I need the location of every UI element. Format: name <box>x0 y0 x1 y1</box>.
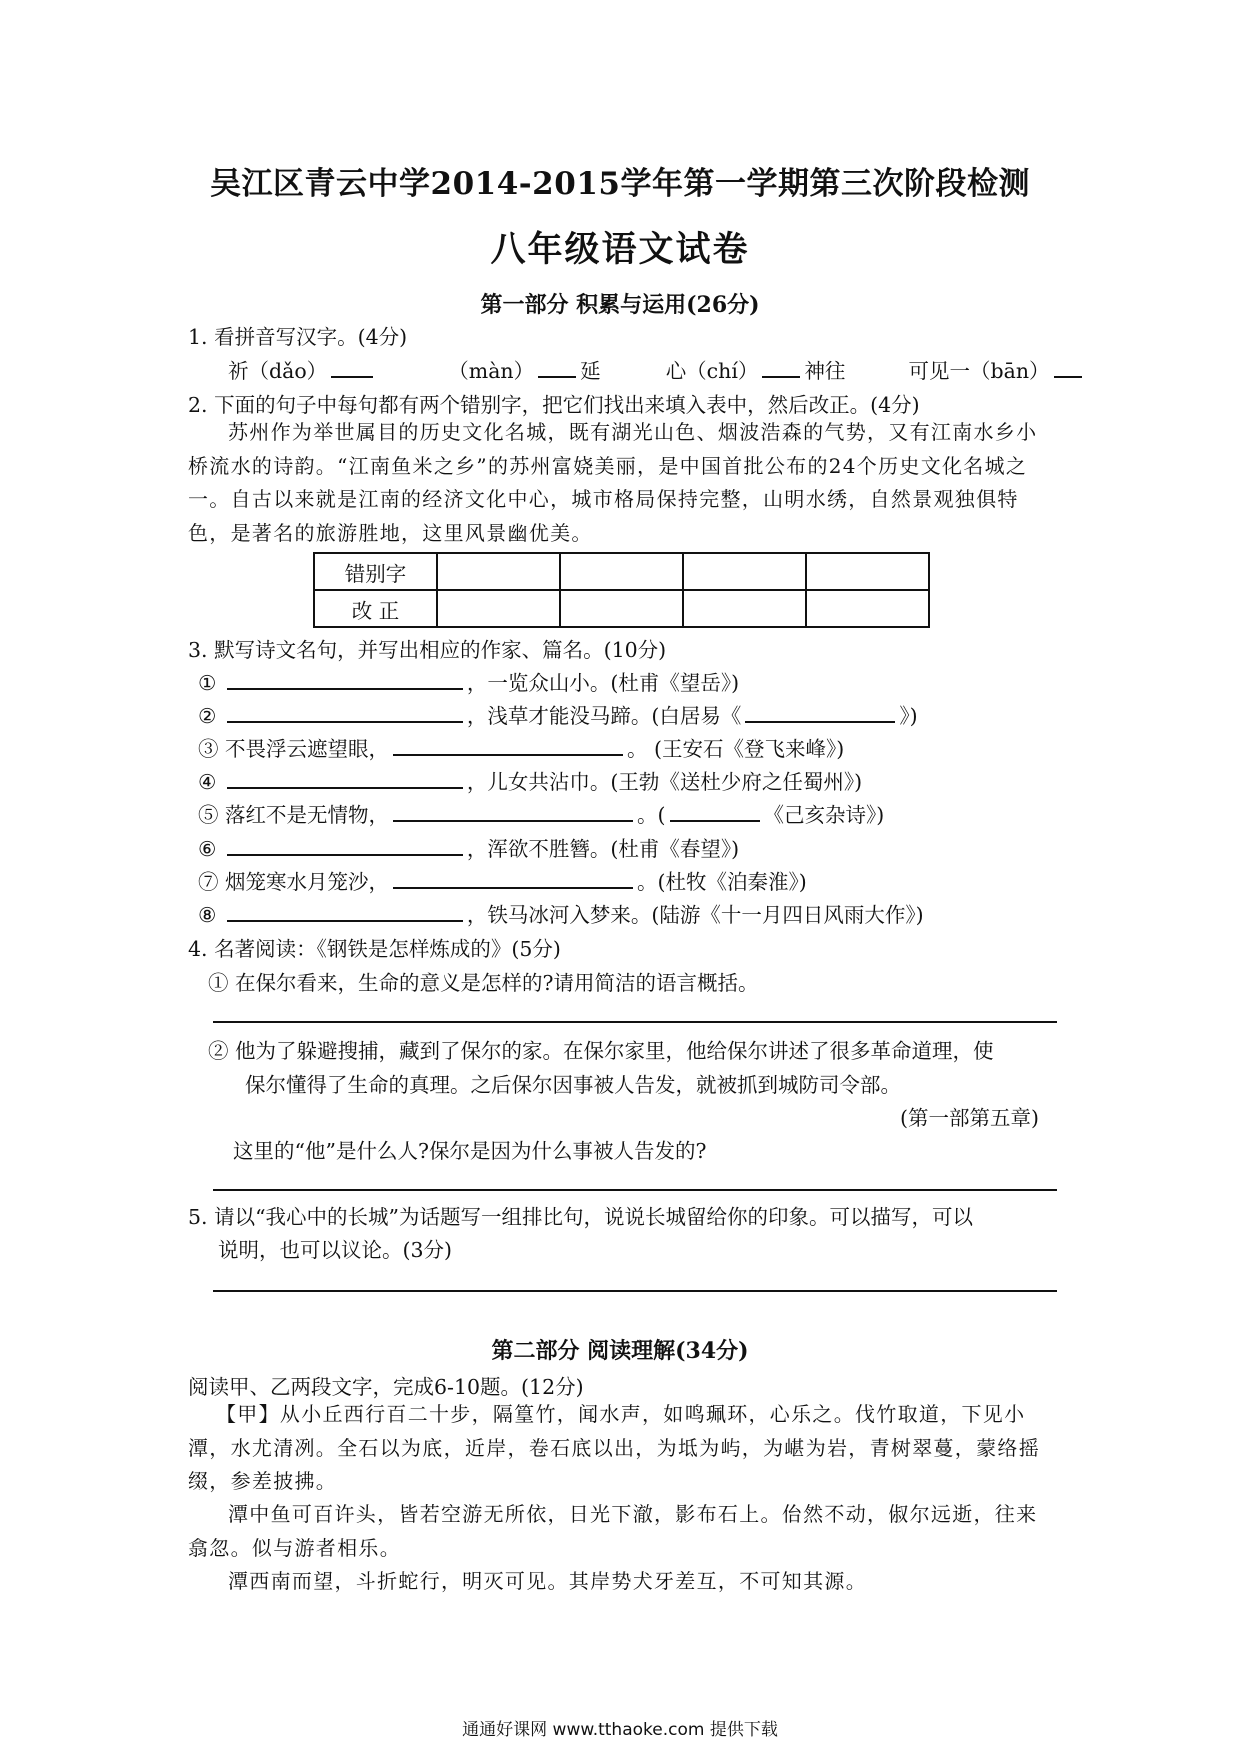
q4-sub2-line2: 保尔懂得了生命的真理。之后保尔因事被人告发，就被抓到城防司令部。 <box>245 1073 901 1097</box>
q3-item <box>198 666 739 696</box>
table-row <box>314 553 929 590</box>
q4-sub2-question: 这里的“他”是什么人?保尔是因为什么事被人告发的? <box>233 1139 707 1163</box>
item-number: ② <box>198 704 217 728</box>
item-number: ① <box>198 671 217 695</box>
answer-blank[interactable] <box>745 701 895 723</box>
table-row <box>314 590 929 627</box>
item-text: 《己亥杂诗》) <box>763 803 885 827</box>
item-text: ，铁马冰河入梦来。(陆游《十一月四日风雨大作》) <box>466 903 924 927</box>
answer-line[interactable] <box>213 1290 1057 1292</box>
part2-intro: 阅读甲、乙两段文字，完成6-10题。(12分) <box>188 1375 584 1399</box>
item-text: 。(杜牧《泊秦淮》) <box>637 870 807 894</box>
q2-prompt: 2. 下面的句子中每句都有两个错别字，把它们找出来填入表中，然后改正。(4分) <box>188 393 920 417</box>
item-text: ，一览众山小。(杜甫《望岳》) <box>466 671 740 695</box>
q4-sub2-line1: ② 他为了躲避搜捕，藏到了保尔的家。在保尔家里，他给保尔讲述了很多革命道理，使 <box>208 1039 994 1063</box>
q5-line2: 说明，也可以议论。(3分) <box>218 1238 453 1262</box>
q3-item <box>198 732 844 762</box>
table-cell[interactable] <box>806 553 929 590</box>
part2-heading: 第二部分 阅读理解(34分) <box>491 1338 749 1364</box>
q3-item <box>198 798 884 828</box>
q1-items <box>228 354 1086 384</box>
answer-blank[interactable] <box>227 701 463 723</box>
item-text: 》) <box>899 704 918 728</box>
q3-prompt: 3. 默写诗文名句，并写出相应的作家、篇名。(10分) <box>188 638 667 662</box>
item-number: ④ <box>198 770 217 794</box>
q3-item <box>198 832 739 862</box>
item-number: ⑦ <box>198 870 219 894</box>
q1-item: 延 <box>580 359 601 383</box>
answer-line[interactable] <box>213 1021 1057 1023</box>
answer-blank[interactable] <box>227 900 463 922</box>
item-text: ，浅草才能没马蹄。(白居易《 <box>466 704 742 728</box>
part2-para2: 潭中鱼可百许头，皆若空游无所依，日光下澈，影布石上。佁然不动，俶尔远逝，往来翕忽。似与游者相乐。 <box>188 1502 1038 1560</box>
q1-item: 神往 <box>804 359 846 383</box>
q1-item: 祈（dǎo） <box>228 359 328 383</box>
table-cell[interactable] <box>806 590 929 627</box>
exam-title: 吴江区青云中学2014-2015学年第一学期第三次阶段检测 <box>210 166 1030 202</box>
q1-item: 心（chí） <box>665 359 759 383</box>
answer-line[interactable] <box>213 1189 1057 1191</box>
answer-blank[interactable] <box>538 356 576 378</box>
answer-blank[interactable] <box>227 834 463 856</box>
q2-passage: 苏州作为举世属目的历史文化名城，既有湖光山色、烟波浩森的气势，又有江南水乡小桥流水的诗韵。“江南鱼米之乡”的苏州富娆美丽，是中国首批公布的24个历史文化名城之一。自古以来就是江南的经济文化中心，城市格局保持完整，山明水绣，自然景观独俱特色，是著名的旅游胜地，这里风景幽优美。 <box>188 420 1038 545</box>
q3-item <box>198 898 924 928</box>
answer-blank[interactable] <box>393 867 633 889</box>
table-cell[interactable] <box>560 590 683 627</box>
q1-item: （màn） <box>448 359 535 383</box>
q3-item <box>198 865 807 895</box>
error-table <box>313 552 930 628</box>
q5-line1: 5. 请以“我心中的长城”为话题写一组排比句，说说长城留给你的印象。可以描写，可以 <box>188 1205 974 1229</box>
table-cell[interactable] <box>437 553 560 590</box>
answer-blank[interactable] <box>1054 356 1082 378</box>
footer-text: 通通好课网 www.tthaoke.com 提供下载 <box>462 1720 778 1740</box>
q4-sub1: ① 在保尔看来，生命的意义是怎样的?请用简洁的语言概括。 <box>208 971 759 995</box>
q3-item <box>198 765 862 795</box>
item-number: ⑤ <box>198 803 219 827</box>
q1-prompt: 1. 看拼音写汉字。(4分) <box>188 325 408 349</box>
item-number: ⑧ <box>198 903 217 927</box>
q3-item <box>198 699 918 729</box>
answer-blank[interactable] <box>670 800 760 822</box>
table-cell[interactable] <box>683 553 806 590</box>
item-number: ⑥ <box>198 837 217 861</box>
table-header-cell: 错别字 <box>314 553 437 590</box>
item-text: 不畏浮云遮望眼， <box>225 737 390 761</box>
item-text: 。( <box>637 803 666 827</box>
answer-blank[interactable] <box>227 767 463 789</box>
answer-blank[interactable] <box>393 800 633 822</box>
table-cell[interactable] <box>437 590 560 627</box>
q4-sub2-source: (第一部第五章) <box>900 1106 1039 1130</box>
item-text: ，儿女共沾巾。(王勃《送杜少府之任蜀州》) <box>466 770 863 794</box>
answer-blank[interactable] <box>227 668 463 690</box>
q1-item: 可见一（bān） <box>908 359 1050 383</box>
part2-para1: 【甲】从小丘西行百二十步，隔篁竹，闻水声，如鸣珮环，心乐之。伐竹取道，下见小潭，水尤清冽。全石以为底，近岸，卷石底以出，为坻为屿，为嵁为岩，青树翠蔓，蒙络摇缀，参差披拂。 <box>188 1402 1040 1494</box>
table-cell[interactable] <box>560 553 683 590</box>
answer-blank[interactable] <box>393 734 623 756</box>
item-text: ，浑欲不胜簪。(杜甫《春望》) <box>466 837 740 861</box>
q4-prompt: 4. 名著阅读：《钢铁是怎样炼成的》(5分) <box>188 937 561 961</box>
item-text: 烟笼寒水月笼沙， <box>225 870 390 894</box>
part1-heading: 第一部分 积累与运用(26分) <box>480 292 760 318</box>
item-text: 。 (王安石《登飞来峰》) <box>627 737 845 761</box>
answer-blank[interactable] <box>762 356 800 378</box>
subtitle-text: 八年级语文试卷 <box>490 229 750 270</box>
answer-blank[interactable] <box>331 356 373 378</box>
table-cell[interactable] <box>683 590 806 627</box>
exam-subtitle <box>0 222 1240 272</box>
item-text: 落红不是无情物， <box>225 803 390 827</box>
part2-para3: 潭西南而望，斗折蛇行，明灭可见。其岸势犬牙差互，不可知其源。 <box>228 1569 867 1593</box>
item-number: ③ <box>198 737 219 761</box>
table-header-cell: 改 正 <box>314 590 437 627</box>
